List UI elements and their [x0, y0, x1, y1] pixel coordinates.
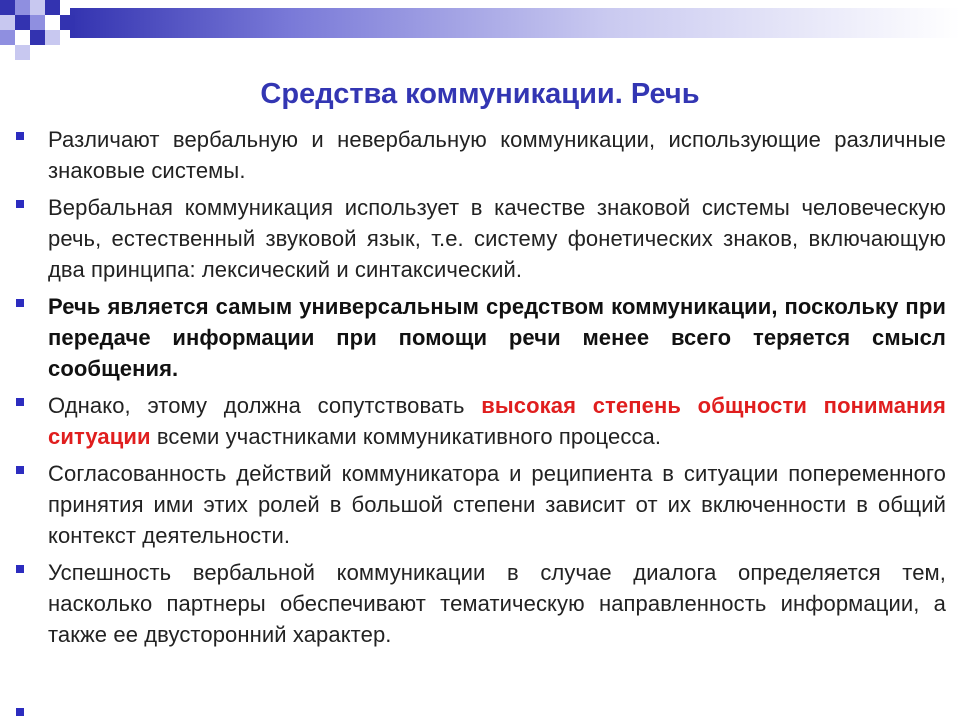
square-bullet-icon	[16, 466, 24, 474]
bullet-list	[16, 124, 946, 656]
slide-title: Средства коммуникации. Речь	[260, 78, 700, 111]
square-bullet-icon	[16, 398, 24, 406]
bullet-text-start: Однако, этому должна сопутствовать	[48, 393, 482, 418]
bullet-text: Вербальная коммуникация использует в качестве знаковой системы человеческую речь, естественный звуковой язык, т.е. систему фонетических знаков, включающую два принципа: лексический и синтаксический.	[48, 195, 946, 282]
bullet-text: Успешность вербальной коммуникации в случае диалога определяется тем, насколько партнеры обеспечивают тематическую направленность информации, а также ее двусторонний характер.	[48, 560, 946, 647]
bullet-text: Согласованность действий коммуникатора и реципиента в ситуации попеременного принятия ими этих ролей в большой степени зависит от их включенности в общий контекст деятельности.	[48, 461, 946, 548]
list-item	[16, 291, 946, 384]
list-item	[16, 390, 946, 452]
square-bullet-icon	[16, 132, 24, 140]
square-bullet-icon	[16, 299, 24, 307]
square-bullet-icon	[16, 708, 24, 716]
bullet-text	[48, 390, 946, 452]
highlighted-phrase: высокая степень общности понимания ситуации	[48, 393, 946, 449]
header-gradient-band	[70, 8, 960, 38]
square-bullet-icon	[16, 200, 24, 208]
list-item	[16, 557, 946, 650]
square-bullet-icon	[16, 565, 24, 573]
bullet-text-emphasis: Речь является самым универсальным средством коммуникации, поскольку при передаче информации при помощи речи менее всего теряется смысл сообщения.	[48, 294, 946, 381]
bullet-text: Различают вербальную и невербальную коммуникации, использующие различные знаковые системы.	[48, 127, 946, 183]
list-item	[16, 458, 946, 551]
list-item	[16, 192, 946, 285]
bullet-text-end: всеми участниками коммуникативного процесса.	[150, 424, 662, 449]
list-item	[16, 124, 946, 186]
